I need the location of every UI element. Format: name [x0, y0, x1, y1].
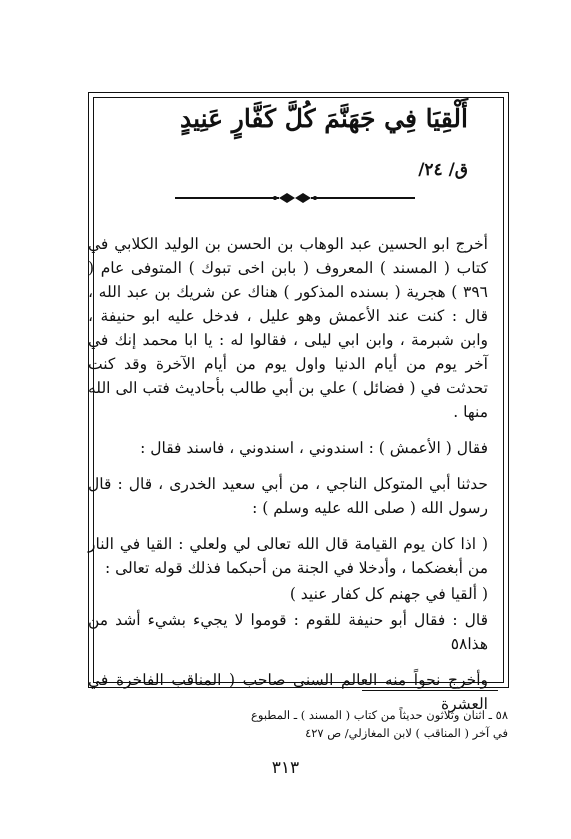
- paragraph-verse-quote: ( ألقيا في جهنم كل كفار عنيد ): [289, 585, 488, 603]
- paragraph-hadith-chain: حدثنا أبي المتوكل الناجي ، من أبي سعيد الخدرى ، قال : قال رسول الله ( صلى الله عليه وسلم ) :: [88, 475, 488, 517]
- footnote-rule: [362, 690, 498, 691]
- paragraph-amash: فقال ( الأعمش ) : اسندوني ، اسندوني ، فاسند فقال :: [140, 439, 488, 457]
- footnote: [220, 706, 508, 742]
- paragraph-hadith: ( اذا كان يوم القيامة قال الله تعالى لي ولعلي : القيا في النار من أبغضكما ، وأدخلا في الجنة من أحبكما فذلك قوله تعالى :: [88, 535, 488, 577]
- main-text: [88, 232, 488, 728]
- paragraph-narration: أخرج ابو الحسين عبد الوهاب بن الحسن بن الوليد الكلابي في كتاب ( المسند ) المعروف ( بابن اخى تبوك ) المتوفى عام ( ٣٩٦ ) هجرية ( بسنده المذكور ) هناك عن شريك بن عبد الله ، قال : كنت عند الأعمش وهو عليل ، فدخل عليه ابو حنيفة ، وابن شبرمة ، وابن ابي ليلى ، فقالوا له : يا ابا محمد إنك في آخر يوم من أيام الدنيا واول يوم من أيام الآخرة وقد كنت تحدثت في ( فضائل ) علي بن أبي طالب بأحاديث فتب الى الله منها .: [88, 235, 488, 421]
- quran-verse-heading: أَلْقِيَا فِي جَهَنَّمَ كُلَّ كَفَّارٍ عَنِيدٍ: [179, 104, 468, 133]
- paragraph-abu-hanifa: قال : فقال أبو حنيفة للقوم : قوموا لا يجيء بشيء أشد من هذا٥٨: [88, 611, 488, 653]
- verse-reference: ق/ ٢٤/: [418, 160, 468, 180]
- paragraph-continuation: وأخرج نحواً منه العالم السنى صاحب ( المناقب الفاخرة في العشرة: [88, 671, 488, 713]
- page-number: ٣١٣: [271, 758, 300, 778]
- footnote-line-1: ٥٨ ـ اثنان وثلاثون حديثاً من كتاب ( المسند ) ـ المطبوع: [251, 708, 508, 722]
- ornament-divider: [175, 190, 415, 206]
- footnote-line-2: في آخر ( المناقب ) لابن المغازلي/ ص ٤٢٧: [305, 726, 508, 740]
